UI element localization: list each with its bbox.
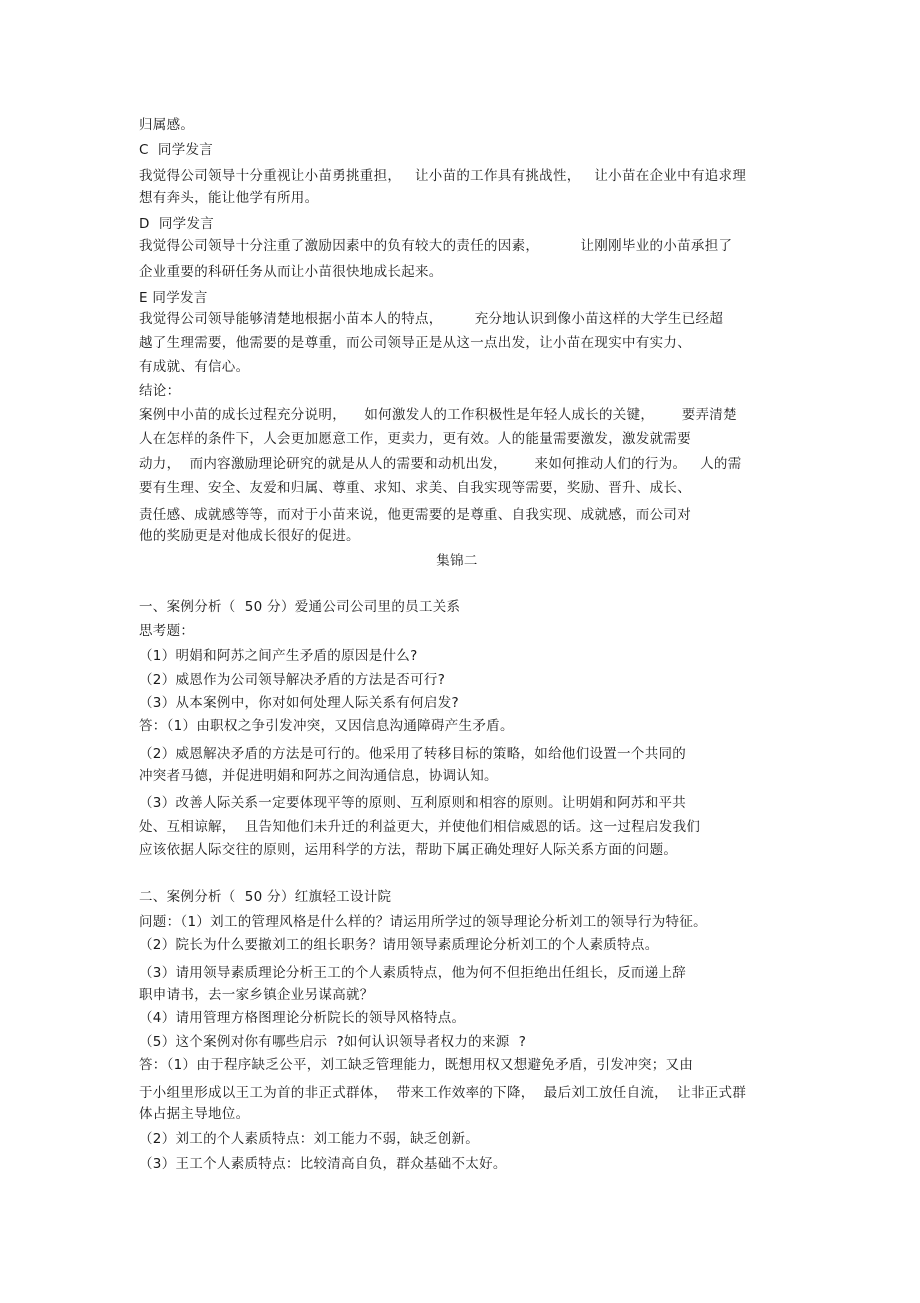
section-heading: 二、案例分析（ 50 分）红旗轻工设计院 [139,889,392,905]
text-line: （4）请用管理方格图理论分析院长的领导风格特点。 [139,1010,466,1026]
text-line: 答：（1）由职权之争引发冲突，又因信息沟通障碍产生矛盾。 [139,718,514,734]
text-line: （3）王工个人素质特点：比较清高自负，群众基础不太好。 [139,1156,507,1172]
text-line: D 同学发言 [139,216,215,232]
text-line: 问题：（1）刘工的管理风格是什么样的？请运用所学过的领导理论分析刘工的领导行为特征。 [139,914,707,930]
text-line: （1）明娟和阿苏之间产生矛盾的原因是什么? [139,648,418,664]
text-line: （5）这个案例对你有哪些启示 ?如何认识领导者权力的来源 ? [139,1034,527,1050]
text-line: （2）刘工的个人素质特点：刘工能力不弱，缺乏创新。 [139,1131,480,1147]
text-line: E 同学发言 [139,290,208,306]
text-line: 企业重要的科研任务从而让小苗很快地成长起来。 [139,264,443,280]
text-line: 答：（1）由于程序缺乏公平，刘工缺乏管理能力，既想用权又想避免矛盾，引发冲突；又由 [139,1057,694,1073]
text-line: C 同学发言 [139,142,214,158]
text-line: 责任感、成就感等等，而对于小苗来说，他更需要的是尊重、自我实现、成就感，而公司对 [139,507,691,523]
text-line: （3）改善人际关系一定要体现平等的原则、互利原则和相容的原则。让明娟和阿苏和平共 [139,795,687,811]
text-line: 思考题： [139,623,195,639]
text-line: （3）从本案例中，你对如何处理人际关系有何启发? [139,695,459,711]
text-line: 人在怎样的条件下，人会更加愿意工作，更卖力，更有效。人的能量需要激发，激发就需要 [139,431,691,447]
text-line: 冲突者马德，并促进明娟和阿苏之间沟通信息，协调认知。 [139,768,498,784]
section-title: 集锦二 [436,553,478,569]
text-line: 案例中小苗的成长过程充分说明， 如何激发人的工作积极性是年轻人成长的关键， 要弄清楚 [139,407,737,423]
text-line: 动力， 而内容激励理论研究的就是从人的需要和动机出发， 来如何推动人们的行为。 人的需 [139,456,742,472]
text-line: 体占据主导地位。 [139,1106,250,1122]
text-line: 要有生理、安全、友爱和归属、尊重、求知、求美、自我实现等需要，奖励、晋升、成长、 [139,480,691,496]
text-line: 处、互相谅解， 且告知他们未升迁的利益更大，并使他们相信威恩的话。这一过程启发我们 [139,819,701,835]
text-line: 他的奖励更是对他成长很好的促进。 [139,528,360,544]
text-line: 越了生理需要，他需要的是尊重，而公司领导正是从这一点出发，让小苗在现实中有实力、 [139,335,691,351]
text-line: 我觉得公司领导十分注重了激励因素中的负有较大的责任的因素， 让刚刚毕业的小苗承担了 [139,238,733,254]
text-line: （3）请用领导素质理论分析王工的个人素质特点，他为何不但拒绝出任组长，反而递上辞 [139,965,687,981]
text-line: 我觉得公司领导十分重视让小苗勇挑重担， 让小苗的工作具有挑战性， 让小苗在企业中有追求理 [139,168,747,184]
text-line: （2）院长为什么要撤刘工的组长职务？请用领导素质理论分析刘工的个人素质特点。 [139,937,659,953]
section-heading: 一、案例分析（ 50 分）爱通公司公司里的员工关系 [139,599,461,615]
text-line: 应该依据人际交往的原则，运用科学的方法，帮助下属正确处理好人际关系方面的问题。 [139,842,678,858]
text-line: 于小组里形成以王工为首的非正式群体， 带来工作效率的下降， 最后刘工放任自流， 让非正式群 [139,1085,747,1101]
text-line: 想有奔头，能让他学有所用。 [139,190,319,206]
text-line: 结论： [139,383,181,399]
text-line: 有成就、有信心。 [139,359,250,375]
text-line: 我觉得公司领导能够清楚地根据小苗本人的特点， 充分地认识到像小苗这样的大学生已经超 [139,311,724,327]
text-line: （2）威恩作为公司领导解决矛盾的方法是否可行? [139,672,446,688]
text-line: 职申请书，去一家乡镇企业另谋高就？ [139,987,374,1003]
text-line: 归属感。 [139,117,195,133]
text-line: （2）威恩解决矛盾的方法是可行的。他采用了转移目标的策略，如给他们设置一个共同的 [139,746,687,762]
